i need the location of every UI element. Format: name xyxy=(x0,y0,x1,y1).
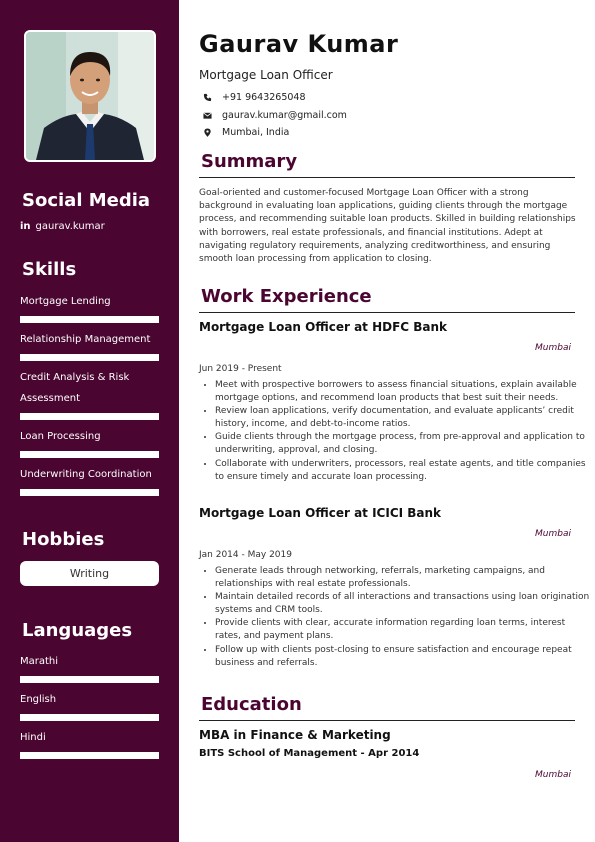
language-item xyxy=(20,655,159,683)
responsibility-item: • Generate leads through networking, referrals, marketing campaigns, and relationships with real estate professionals. xyxy=(215,565,593,591)
work-experience-heading: Work Experience xyxy=(201,286,372,307)
skill-level-bar xyxy=(20,413,159,420)
job-responsibilities xyxy=(199,379,593,484)
job-dates: Jan 2014 - May 2019 xyxy=(199,550,292,560)
language-level-bar xyxy=(20,714,159,721)
education-school: BITS School of Management - Apr 2014 xyxy=(199,748,420,759)
skill-label: Underwriting Coordination xyxy=(20,469,152,480)
skill-level-bar xyxy=(20,354,159,361)
responsibility-item: • Follow up with clients post-closing to ensure satisfaction and encourage repeat business and referrals. xyxy=(215,644,593,670)
linkedin-link[interactable] xyxy=(20,221,105,232)
contact-location xyxy=(203,127,289,138)
candidate-role: Mortgage Loan Officer xyxy=(199,68,333,82)
skill-level-bar xyxy=(20,451,159,458)
responsibility-item: • Provide clients with clear, accurate information regarding loan terms, interest rates, and payment plans. xyxy=(215,617,593,643)
job-title: Mortgage Loan Officer at ICICI Bank xyxy=(199,506,442,520)
profile-photo xyxy=(24,30,156,162)
skill-item xyxy=(20,464,159,496)
phone-icon xyxy=(203,93,212,102)
education-location: Mumbai xyxy=(535,770,571,780)
language-level-bar xyxy=(20,676,159,683)
profile-photo-image xyxy=(26,32,154,160)
language-label: Hindi xyxy=(20,732,46,743)
contact-email[interactable] xyxy=(203,110,347,121)
candidate-name: Gaurav Kumar xyxy=(199,30,399,58)
linkedin-icon: in xyxy=(20,221,31,232)
skill-label: Mortgage Lending xyxy=(20,296,111,307)
job-dates: Jun 2019 - Present xyxy=(199,364,282,374)
skill-level-bar xyxy=(20,489,159,496)
phone-text: +91 9643265048 xyxy=(222,92,306,103)
skill-item xyxy=(20,367,159,420)
job-location: Mumbai xyxy=(535,343,571,353)
language-item xyxy=(20,693,159,721)
language-label: Marathi xyxy=(20,656,59,667)
social-media-heading: Social Media xyxy=(22,190,151,211)
linkedin-handle: gaurav.kumar xyxy=(35,221,105,232)
location-pin-icon xyxy=(203,128,212,137)
language-label: English xyxy=(20,694,57,705)
job-title: Mortgage Loan Officer at HDFC Bank xyxy=(199,320,448,334)
skills-heading: Skills xyxy=(22,259,77,280)
language-level-bar xyxy=(20,752,159,759)
job-responsibilities xyxy=(199,565,593,670)
sidebar xyxy=(0,0,179,842)
skill-level-bar xyxy=(20,316,159,323)
education-divider xyxy=(199,720,575,721)
responsibility-item: • Collaborate with underwriters, processors, real estate agents, and title companies to ensure timely and accurate loan processing. xyxy=(215,458,593,484)
language-item xyxy=(20,731,159,759)
hobby-item: Writing xyxy=(20,561,159,586)
education-degree: MBA in Finance & Marketing xyxy=(199,728,391,742)
responsibility-item: • Meet with prospective borrowers to assess financial situations, explain available mortgage options, and recommend loan products that best suit their needs. xyxy=(215,379,593,405)
education-heading: Education xyxy=(201,694,302,715)
job-location: Mumbai xyxy=(535,529,571,539)
skill-item xyxy=(20,291,159,323)
skill-item xyxy=(20,426,159,458)
summary-text: Goal-oriented and customer-focused Mortgage Loan Officer with a strong background in evaluating loan applications, guiding clients through the mortgage process, and recommending suitable loan products. Skilled in building relationships with borrowers, real estate professionals, and financial institutions. Adept at navigating regulatory requirements, analyzing creditworthiness, and ensuring smooth loan processing from application to closing. xyxy=(199,188,576,265)
responsibility-item: • Maintain detailed records of all interactions and transactions using loan origination systems and CRM tools. xyxy=(215,591,593,617)
skill-label: Credit Analysis & Risk Assessment xyxy=(20,372,130,404)
work-experience-divider xyxy=(199,312,575,313)
summary-heading: Summary xyxy=(201,151,298,172)
contact-phone xyxy=(203,92,306,103)
skill-label: Relationship Management xyxy=(20,334,151,345)
hobbies-heading: Hobbies xyxy=(22,529,105,550)
skill-item xyxy=(20,329,159,361)
envelope-icon xyxy=(203,111,212,120)
location-text: Mumbai, India xyxy=(222,127,290,138)
responsibility-item: • Review loan applications, verify documentation, and evaluate applicants’ credit history, income, and debt-to-income ratios. xyxy=(215,405,593,431)
summary-divider xyxy=(199,177,575,178)
skill-label: Loan Processing xyxy=(20,431,101,442)
email-text: gaurav.kumar@gmail.com xyxy=(222,110,347,121)
responsibility-item: • Guide clients through the mortgage process, from pre-approval and application to underwriting, approval, and closing. xyxy=(215,431,593,457)
languages-heading: Languages xyxy=(22,620,133,641)
